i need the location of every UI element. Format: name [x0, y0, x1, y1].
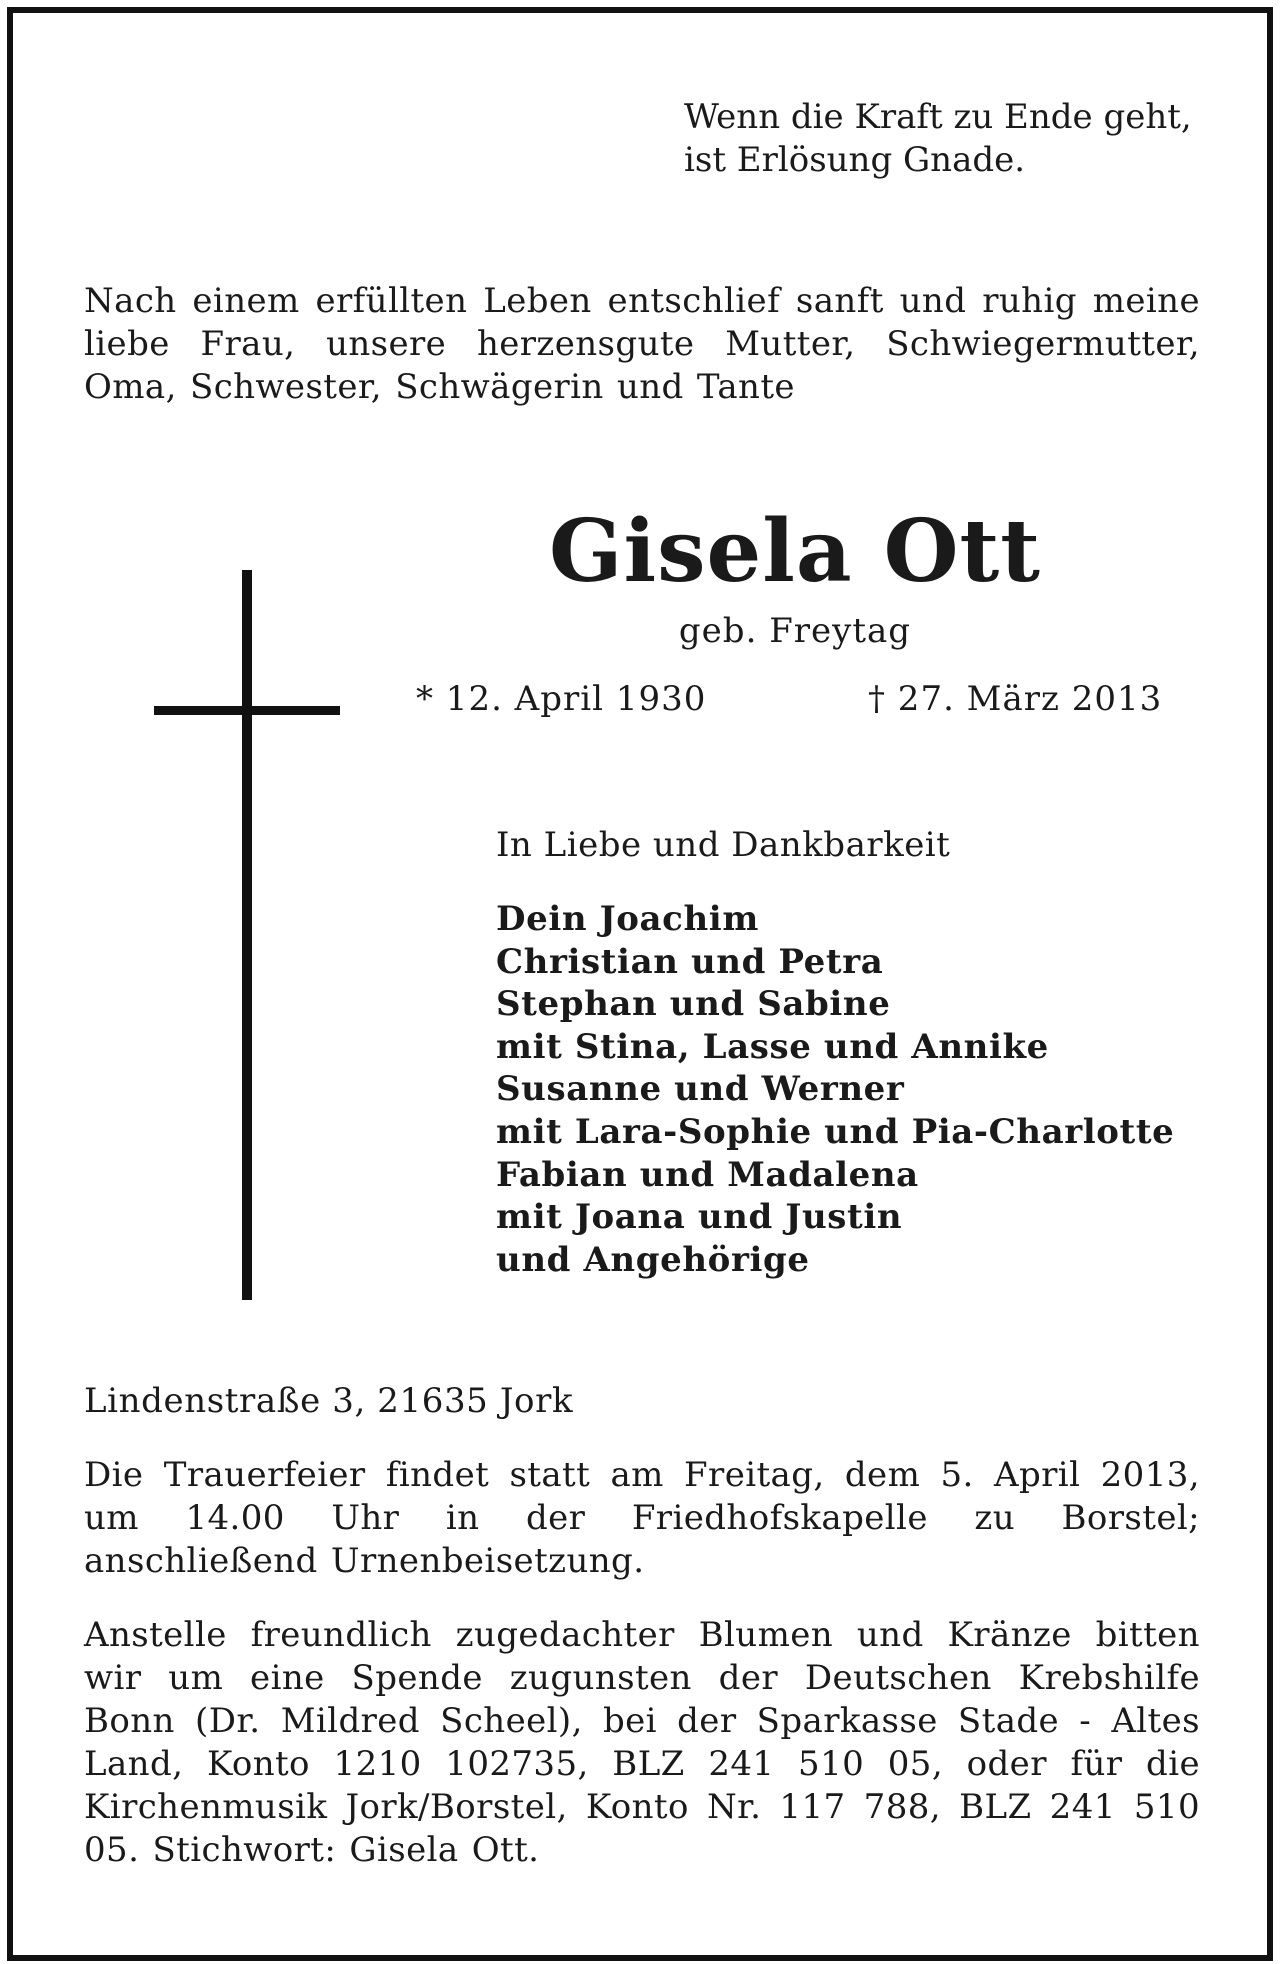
motto-quote: [684, 96, 1224, 182]
cross-icon-bar: [154, 706, 340, 715]
address: Lindenstraße 3, 21635 Jork: [84, 1381, 574, 1421]
mourner-line: Dein Joachim: [496, 899, 759, 939]
birth-date: * 12. April 1930: [416, 679, 707, 719]
cross-icon: [242, 570, 252, 1300]
mourner-line: Stephan und Sabine: [496, 984, 891, 1025]
mourners-heading: In Liebe und Dankbarkeit: [496, 825, 951, 865]
mourner-line: mit Lara-Sophie und Pia-Charlotte: [496, 1111, 1175, 1152]
donation-paragraph: Anstelle freundlich zugedachter Blumen und Kränze bitten wir um eine Spende zugunsten der Deutschen Krebshilfe Bonn (Dr. Mildred Scheel), bei der Sparkasse Stade - Altes Land, Konto 1210 102735, BLZ 241 510 05, oder für die Kirchenmusik Jork/Borstel, Konto Nr. 117 788, BLZ 241 510 05. Stichwort: Gisela Ott.: [84, 1615, 1200, 1870]
mourner-line: und Angehörige: [496, 1239, 810, 1280]
mourner-line: mit Stina, Lasse und Annike: [496, 1026, 1049, 1067]
mourner-line: Christian und Petra: [496, 941, 884, 982]
motto-line-1: Wenn die Kraft zu Ende geht,: [684, 97, 1192, 137]
mourner-line: mit Joana und Justin: [496, 1197, 903, 1238]
mourner-line: Fabian und Madalena: [496, 1154, 919, 1195]
motto-line-2: ist Erlösung Gnade.: [684, 140, 1026, 180]
mourner-line: Susanne und Werner: [496, 1069, 905, 1110]
deceased-name: Gisela Ott: [549, 501, 1041, 602]
birth-name: geb. Freytag: [678, 611, 912, 651]
ceremony-paragraph: Die Trauerfeier findet statt am Freitag, dem 5. April 2013, um 14.00 Uhr in der Friedhofskapelle zu Borstel; anschließend Urnenbeisetzung.: [84, 1455, 1200, 1581]
death-date: † 27. März 2013: [868, 679, 1163, 719]
mourners-list: [496, 898, 1174, 1281]
intro-paragraph: Nach einem erfüllten Leben entschlief sanft und ruhig meine liebe Frau, unsere herzensgute Mutter, Schwiegermutter, Oma, Schwester, Schwägerin und Tante: [84, 281, 1200, 407]
